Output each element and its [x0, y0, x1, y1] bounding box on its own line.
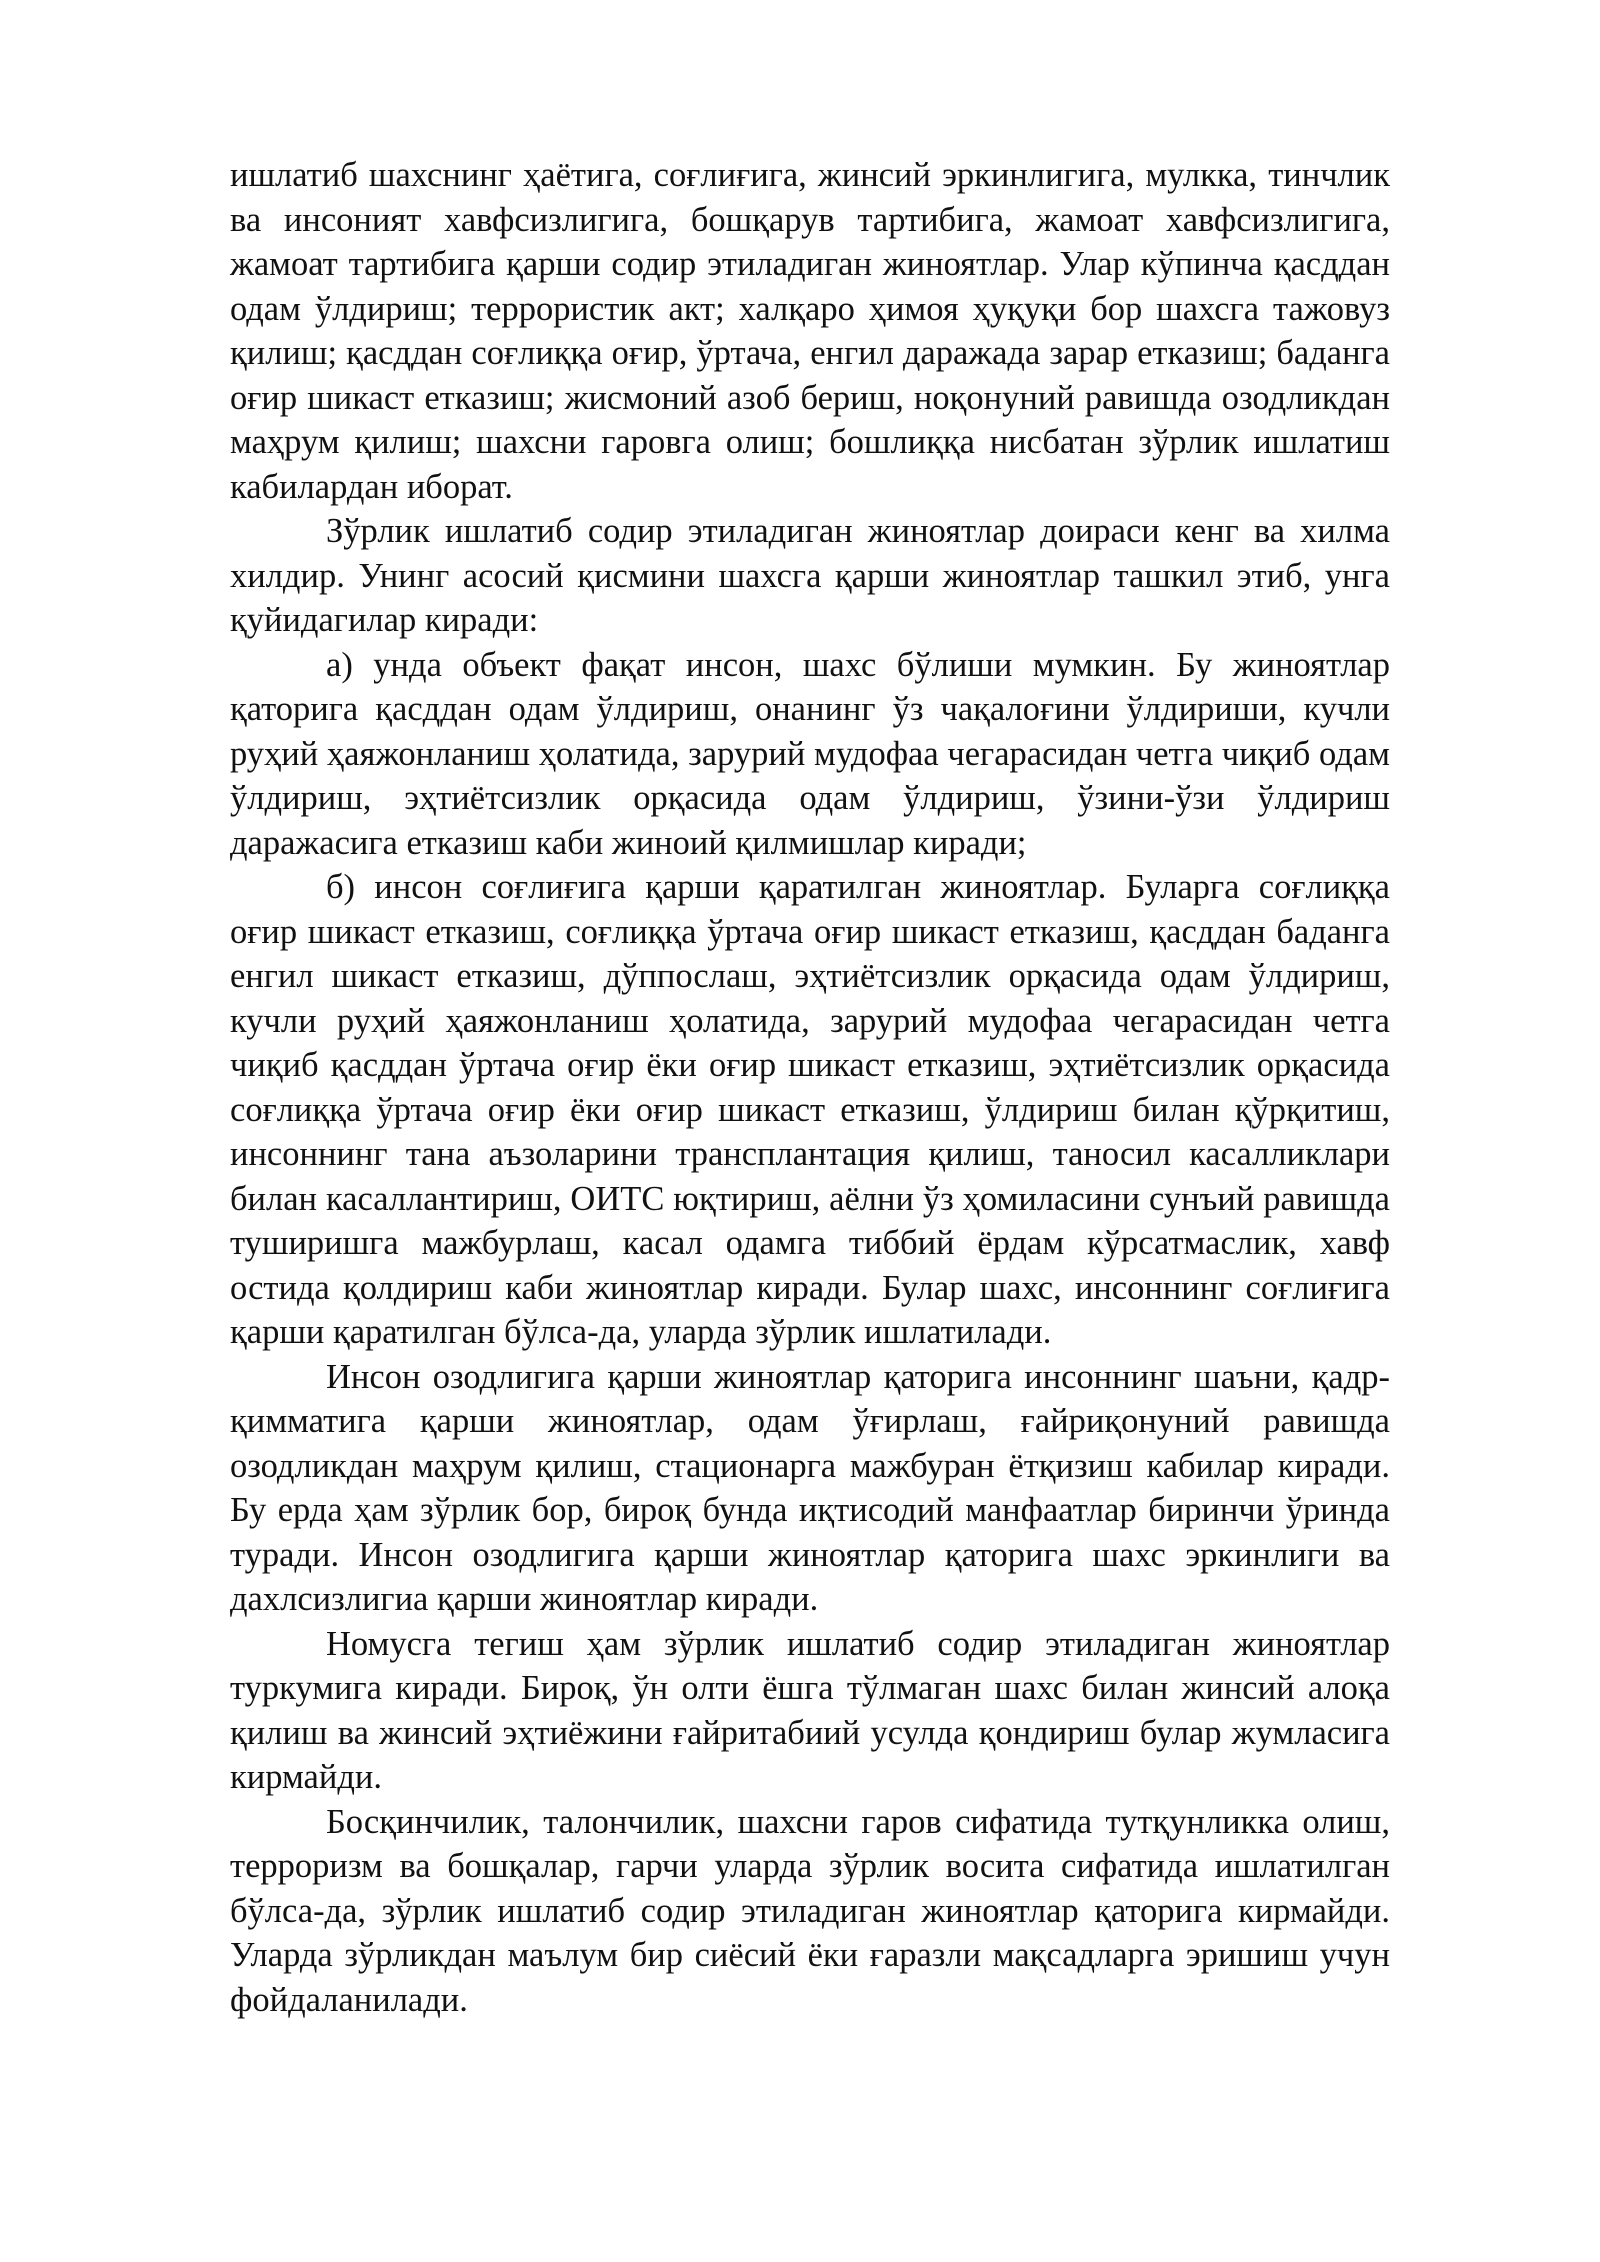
- paragraph-excluded-crimes: Босқинчилик, талончилик, шахсни гаров сифатида тутқунликка олиш, терроризм ва бошқалар, гарчи уларда зўрлик восита сифатида ишлатилган бўлса-да, зўрлик ишлатиб содир этиладиган жиноятлар қаторига кирмайди. Уларда зўрликдан маълум бир сиёсий ёки ғаразли мақсадларга эришиш учун фойдаланилади.: [230, 1802, 1390, 2019]
- paragraph-sexual-crimes: Номусга тегиш ҳам зўрлик ишлатиб содир этиладиган жиноятлар туркумига киради. Бироқ, ўн олти ёшга тўлмаган шахс билан жинсий алоқа қилиш ва жинсий эҳтиёжини ғайритабиий усулда қондириш булар жумласига кирмайди.: [230, 1624, 1390, 1796]
- paragraph-item-b: б) инсон соғлиғига қарши қаратилган жиноятлар. Буларга соғлиққа оғир шикаст етказиш, соғлиққа ўртача оғир шикаст етказиш, қасддан баданга енгил шикаст етказиш, дўппослаш, эҳтиётсизлик орқасида одам ўлдириш, кучли руҳий ҳаяжонланиш ҳолатида, зарурий мудофаа чегарасидан четга чиқиб қасддан ўртача оғир ёки оғир шикаст етказиш, эҳтиётсизлик орқасида соғлиққа ўртача оғир ёки оғир шикаст етказиш, ўлдириш билан қўрқитиш, инсоннинг тана аъзоларини трансплантация қилиш, таносил касалликлари билан касаллантириш, ОИТС юқтириш, аёлни ўз ҳомиласини сунъий равишда туширишга мажбурлаш, касал одамга тиббий ёрдам кўрсатмаслик, хавф остида қолдириш каби жиноятлар киради. Булар шахс, инсоннинг соғлиғига қарши қаратилган бўлса-да, уларда зўрлик ишлатилади.: [230, 868, 1390, 1351]
- paragraph-violent-crimes-scope: Зўрлик ишлатиб содир этиладиган жиноятлар доираси кенг ва хилма хилдир. Унинг асосий қисмини шахсга қарши жиноятлар ташкил этиб, унга қуйидагилар киради:: [230, 512, 1390, 639]
- document-page: [230, 153, 1390, 2022]
- paragraph-continuation: ишлатиб шахснинг ҳаётига, соғлиғига, жинсий эркинлигига, мулкка, тинчлик ва инсоният хавфсизлигига, бошқарув тартибига, жамоат хавфсизлигига, жамоат тартибига қарши содир этиладиган жиноятлар. Улар кўпинча қасддан одам ўлдириш; террористик акт; халқаро ҳимоя ҳуқуқи бор шахсга тажовуз қилиш; қасддан соғлиққа оғир, ўртача, енгил даражада зарар етказиш; баданга оғир шикаст етказиш; жисмоний азоб бериш, ноқонуний равишда озодликдан маҳрум қилиш; шахсни гаровга олиш; бошлиққа нисбатан зўрлик ишлатиш кабилардан иборат.: [230, 156, 1390, 506]
- paragraph-item-a: а) унда объект фақат инсон, шахс бўлиши мумкин. Бу жиноятлар қаторига қасддан одам ўлдириш, онанинг ўз чақалоғини ўлдириши, кучли руҳий ҳаяжонланиш ҳолатида, зарурий мудофаа чегарасидан четга чиқиб одам ўлдириш, эҳтиётсизлик орқасида одам ўлдириш, ўзини-ўзи ўлдириш даражасига етказиш каби жиноий қилмишлар киради;: [230, 645, 1390, 862]
- paragraph-freedom-crimes: Инсон озодлигига қарши жиноятлар қаторига инсоннинг шаъни, қадр-қимматига қарши жиноятлар, одам ўғирлаш, ғайриқонуний равишда озодликдан маҳрум қилиш, стационарга мажбуран ётқизиш кабилар киради. Бу ерда ҳам зўрлик бор, бироқ бунда иқтисодий манфаатлар биринчи ўринда туради. Инсон озодлигига қарши жиноятлар қаторига шахс эркинлиги ва дахлсизлигиа қарши жиноятлар киради.: [230, 1357, 1390, 1618]
